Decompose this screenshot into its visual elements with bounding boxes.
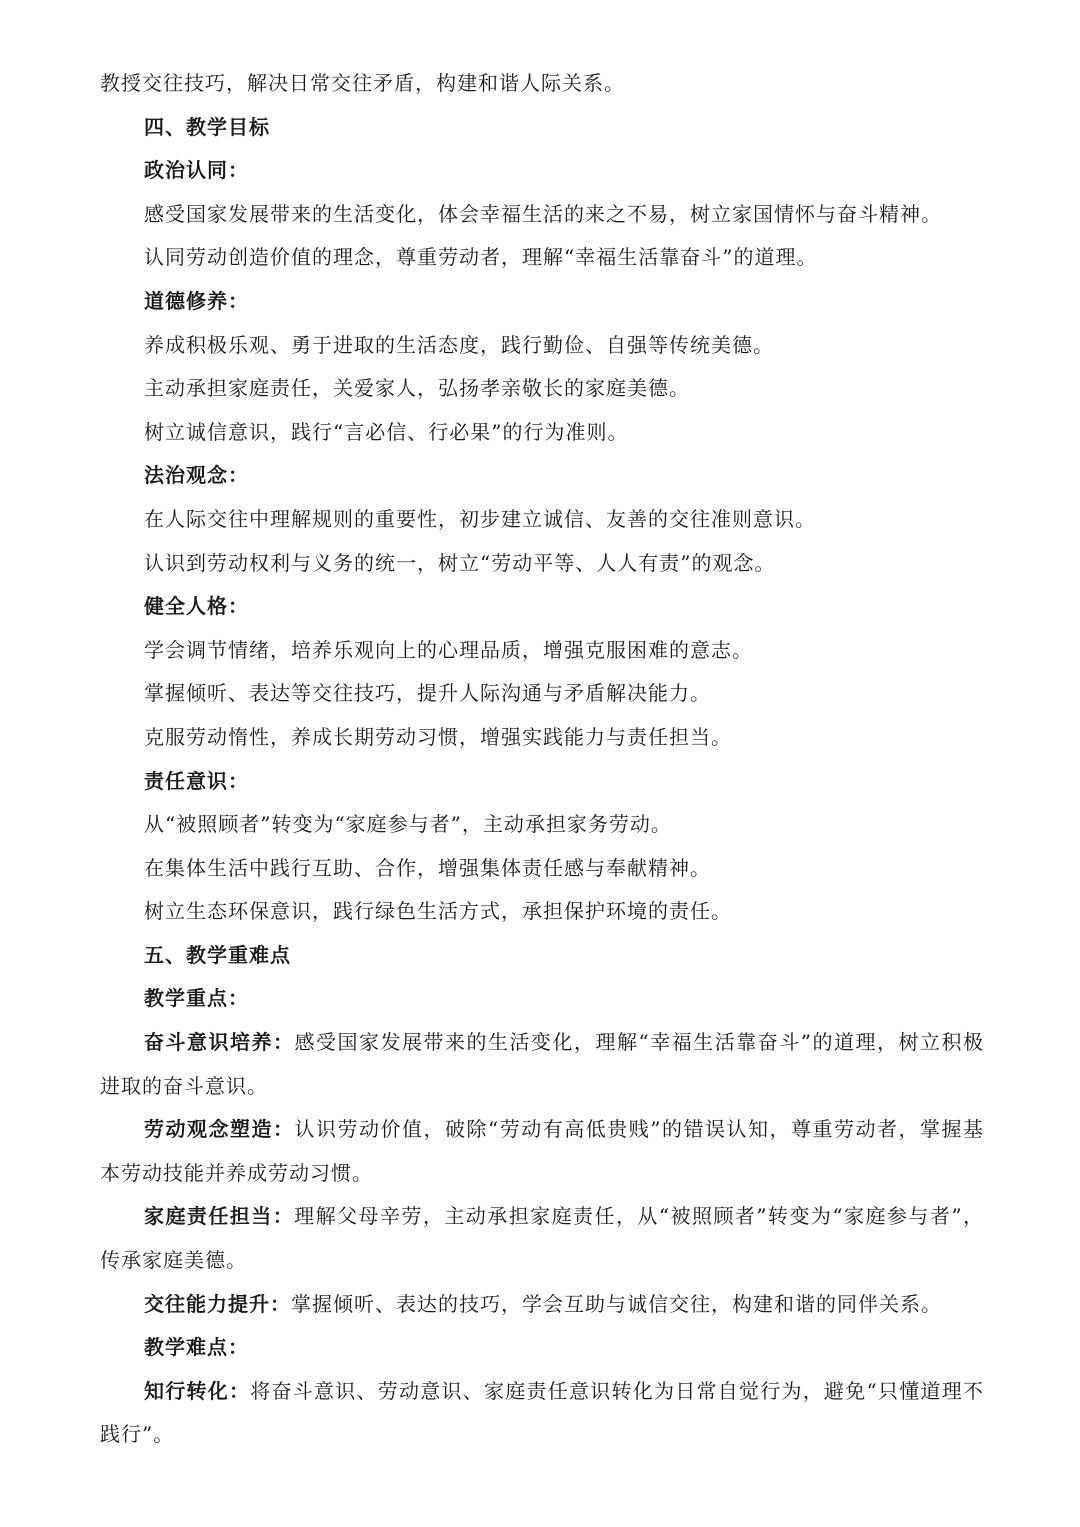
body-line: 在人际交往中理解规则的重要性，初步建立诚信、友善的交往准则意识。 <box>144 506 816 531</box>
body-line: 学会调节情绪，培养乐观向上的心理品质，增强克服困难的意志。 <box>144 637 753 662</box>
key-point-paragraph <box>100 1108 984 1195</box>
key-point-lead: 奋斗意识培养： <box>144 1030 295 1055</box>
section-heading: 政治认同： <box>144 158 249 183</box>
key-point-lead: 交往能力提升： <box>144 1291 291 1316</box>
section-heading: 教学难点： <box>144 1335 249 1360</box>
body-line: 从“被照顾者”转变为“家庭参与者”，主动承担家务劳动。 <box>144 812 672 837</box>
key-point-paragraph <box>100 1021 984 1108</box>
key-point-text: 感受国家发展带来的生活变化，理解“幸福生活靠奋斗”的道理，树立积极进取的奋斗意识。 <box>100 1030 985 1098</box>
key-point-text: 将奋斗意识、劳动意识、家庭责任意识转化为日常自觉行为，避免“只懂道理不践行”。 <box>100 1378 985 1447</box>
body-line: 掌握倾听、表达等交往技巧，提升人际沟通与矛盾解决能力。 <box>144 681 711 706</box>
section-heading: 四、教学目标 <box>144 114 270 139</box>
body-line: 在集体生活中践行互助、合作，增强集体责任感与奉献精神。 <box>144 855 711 880</box>
body-line: 克服劳动惰性，养成长期劳动习惯，增强实践能力与责任担当。 <box>144 724 732 749</box>
body-line: 认识到劳动权利与义务的统一，树立“劳动平等、人人有责”的观念。 <box>144 550 776 575</box>
body-line: 树立生态环保意识，践行绿色生活方式，承担保护环境的责任。 <box>144 899 732 924</box>
body-line: 树立诚信意识，践行“言必信、行必果”的行为准则。 <box>144 419 629 444</box>
body-line: 认同劳动创造价值的理念，尊重劳动者，理解“幸福生活靠奋斗”的道理。 <box>144 245 818 270</box>
key-point-lead: 知行转化： <box>144 1378 251 1403</box>
document-page <box>100 62 984 1457</box>
section-heading: 法治观念： <box>144 463 249 488</box>
section-heading: 五、教学重难点 <box>144 942 291 967</box>
section-heading: 责任意识： <box>144 768 249 793</box>
key-point-text: 认识劳动价值，破除“劳动有高低贵贱”的错误认知，尊重劳动者，掌握基本劳动技能并养成劳动习惯。 <box>100 1117 985 1185</box>
section-heading: 健全人格： <box>144 594 249 619</box>
section-heading: 道德修养： <box>144 288 249 313</box>
key-point-lead: 劳动观念塑造： <box>144 1117 295 1142</box>
body-line: 教授交往技巧，解决日常交往矛盾，构建和谐人际关系。 <box>100 71 625 95</box>
body-line: 养成积极乐观、勇于进取的生活态度，践行勤俭、自强等传统美德。 <box>144 332 774 357</box>
body-line: 主动承担家庭责任，关爱家人，弘扬孝亲敬长的家庭美德。 <box>144 376 690 401</box>
key-point-paragraph <box>100 1283 984 1327</box>
body-line: 感受国家发展带来的生活变化，体会幸福生活的来之不易，树立家国情怀与奋斗精神。 <box>144 201 942 226</box>
key-point-paragraph <box>100 1195 984 1282</box>
key-point-text: 掌握倾听、表达的技巧，学会互助与诚信交往，构建和谐的同伴关系。 <box>291 1291 942 1316</box>
key-point-text: 理解父母辛劳，主动承担家庭责任，从“被照顾者”转变为“家庭参与者”，传承家庭美德。 <box>100 1204 984 1273</box>
section-heading: 教学重点： <box>144 986 249 1011</box>
key-point-paragraph <box>100 1370 984 1457</box>
key-point-lead: 家庭责任担当： <box>144 1204 295 1229</box>
